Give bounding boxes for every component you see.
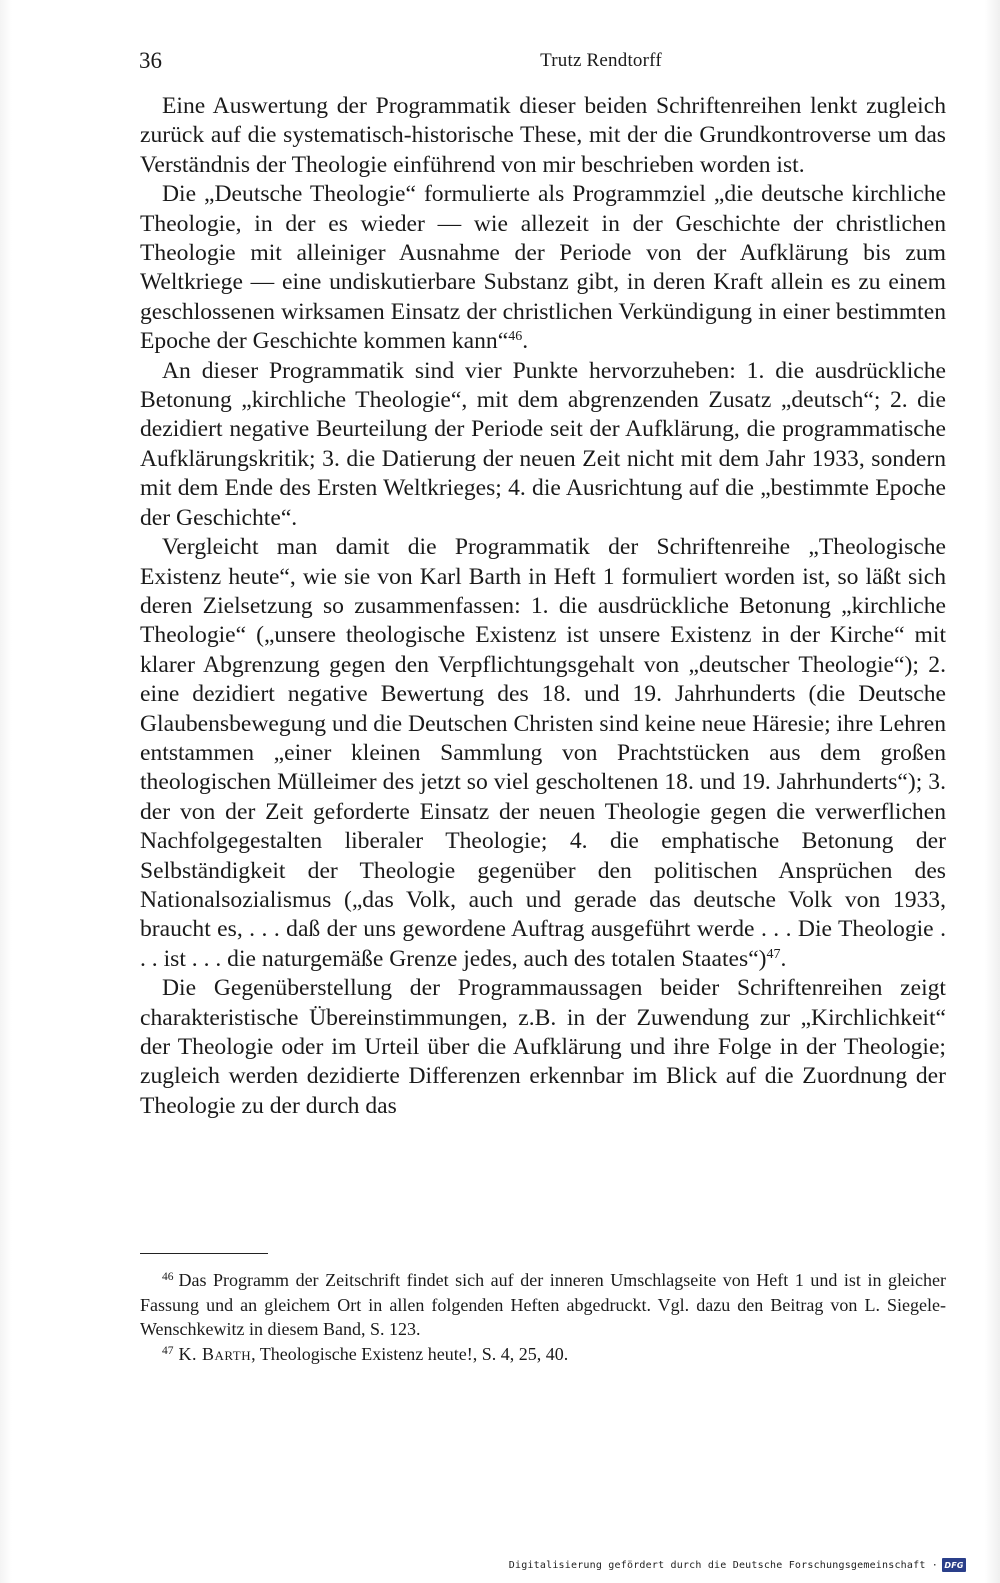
running-head-author: Trutz Rendtorff [540,50,662,71]
page-header [137,48,945,82]
credit-text: Digitalisierung gefördert durch die Deutsche Forschungsgemeinschaft · [508,1559,938,1571]
footnote-ref-46[interactable]: 46 [508,329,523,345]
footnote-number: 46 [162,1271,174,1283]
dfg-logo-icon: DFG [942,1558,966,1572]
paragraph-3 [140,357,946,533]
paragraph-1 [140,92,946,180]
footnote-number: 47 [162,1344,174,1357]
paragraph-2 [140,180,946,356]
footnote-46 [140,1268,946,1342]
footnotes-block [140,1268,946,1366]
paragraph-text: Die Gegenüberstellung der Programmaussagen beider Schriftenreihen zeigt charakteristische Übereinstimmungen, z.B. in der Zuwendung zur „Kirchlichkeit“ der Theologie oder im Urteil über die Aufklärung und ihre Folge in der Theologie; zugleich werden dezidierte Differenzen erkennbar im Blick auf die Zuordnung der Theologie zu der durch das [140,975,946,1119]
main-text-block [140,92,946,1121]
footnote-ref-47[interactable]: 47 [766,946,781,962]
footnote-47 [140,1342,946,1367]
paragraph-4 [140,533,946,974]
paragraph-text: Eine Auswertung der Programmatik dieser beiden Schriftenreihen lenkt zugleich zurück auf die systematisch-historische These, mit der die Grundkontroverse um das Verständnis der Theologie einführend von mir beschrieben worden ist. [140,93,946,178]
paragraph-5 [140,974,946,1121]
paragraph-end-punct: . [522,328,529,355]
footnote-divider [140,1253,268,1254]
footnote-author: K. Barth [178,1343,252,1364]
footnote-text: , Theologische Existenz heute!, S. 4, 25, 40. [251,1343,569,1364]
page-number: 36 [139,48,162,73]
digitization-credit [509,1557,966,1573]
paragraph-text: Die „Deutsche Theologie“ formulierte als Programmziel „die deutsche kirchliche Theologie, in der es wieder — wie allezeit in der Geschichte der christlichen Theologie mit alleiniger Ausnahme der Periode von der Aufklärung bis zum Weltkriege — eine undiskutierbare Substanz gibt, in deren Kraft allein es zu einem geschlossenen wirksamen Einsatz der christlichen Verkündigung in einer bestimmten Epoche der Geschichte kommen kann“ [140,181,946,355]
paragraph-end-punct: . [780,945,787,972]
paragraph-text: An dieser Programmatik sind vier Punkte hervorzuheben: 1. die ausdrückliche Betonung „kirchliche Theologie“, mit dem abgrenzenden Zusatz „deutsch“; 2. die dezidiert negative Beurteilung der Periode seit der Aufklärung, die programmatische Aufklärungskritik; 3. die Datierung der neuen Zeit nicht mit dem Jahr 1933, sondern mit dem Ende des Ersten Weltkrieges; 4. die Ausrichtung auf die „bestimmte Epoche der Geschichte“. [140,357,946,531]
footnote-text: Das Programm der Zeitschrift findet sich auf der inneren Umschlagseite von Heft 1 und ist in gleicher Fassung und an gleichem Ort in allen folgenden Heften abgedruckt. Vgl. dazu den Beitrag von L. Siegele-Wenschkewitz in diesem Band, S. 123. [140,1270,946,1339]
paragraph-text: Vergleicht man damit die Programmatik der Schriftenreihe „Theologische Existenz heute“, wie sie von Karl Barth in Heft 1 formuliert worden ist, so läßt sich deren Zielsetzung so zusammenfassen: 1. die ausdrückliche Betonung „kirchliche Theologie“ („unsere theologische Existenz ist unsere Existenz in der Kirche“ mit klarer Abgrenzung gegen den Verpflichtungsgehalt von „deutscher Theologie“); 2. eine dezidiert negative Bewertung des 18. und 19. Jahrhunderts (die Deutsche Glaubensbewegung und die Deutschen Christen sind keine neue Häresie; ihre Lehren entstammen „einer kleinen Sammlung von Prachtstücken aus dem großen theologischen Mülleimer des jetzt so viel gescholtenen 18. und 19. Jahrhunderts“); 3. der von der Zeit geforderte Einsatz der neuen Theologie gegen die verwerflichen Nachfolgegestalten liberaler Theologie; 4. die emphatische Betonung der Selbständigkeit der Theologie gegenüber den politischen Ansprüchen des Nationalsozialismus („das Volk, auch und gerade das deutsche Volk von 1933, braucht es, . . . daß der uns gewordene Auftrag ausgeführt werde . . . Die Theologie . . . ist . . . die naturgemäße Grenze jedes, auch des totalen Staates“) [140,534,946,972]
